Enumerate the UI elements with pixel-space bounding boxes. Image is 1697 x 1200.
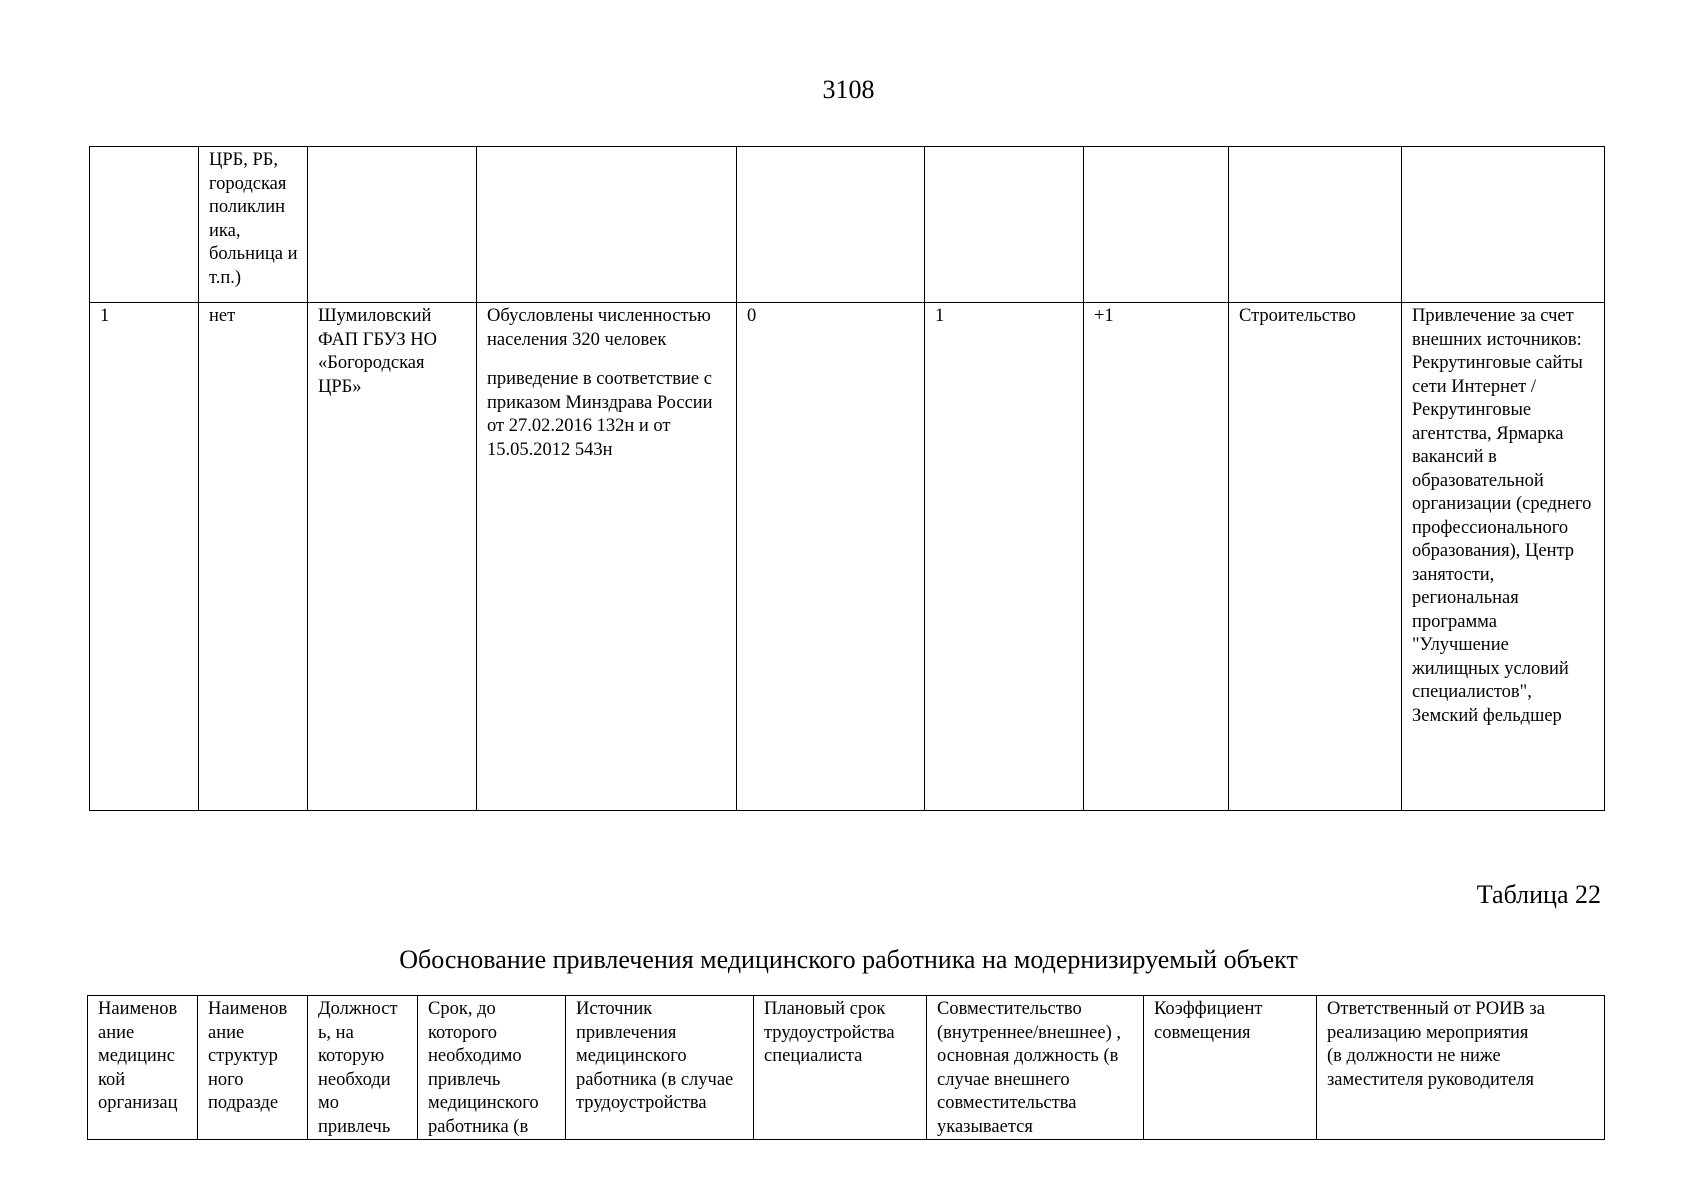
- table-header-cell: Наименов ание структур ного подразде: [198, 996, 308, 1140]
- table-22: [87, 995, 1605, 1140]
- page-number: 3108: [822, 75, 875, 104]
- table-header-cell: Источник привлечения медицинского работника (в случае трудоустройства: [566, 996, 754, 1140]
- continuation-table: [89, 146, 1605, 811]
- table-cell: [308, 147, 477, 303]
- table-number-label: Таблица 22: [1476, 880, 1601, 909]
- table-cell: Шумиловский ФАП ГБУЗ НО «Богородская ЦРБ»: [308, 303, 477, 811]
- table-cell: нет: [199, 303, 308, 811]
- cell-paragraph: Обусловлены численностью населения 320 человек: [487, 306, 711, 350]
- table-cell: [90, 147, 199, 303]
- table-header-row: [88, 996, 1605, 1140]
- table-cell: [1229, 147, 1402, 303]
- table-cell: [737, 147, 925, 303]
- table-header-cell: Коэффициент совмещения: [1144, 996, 1317, 1140]
- table-cell: ЦРБ, РБ, городская поликлин ика, больница и т.п.): [199, 147, 308, 303]
- table-cell: [1402, 147, 1605, 303]
- table-cell: Строительство: [1229, 303, 1402, 811]
- table-header-cell: Совместительство (внутреннее/внешнее) , основная должность (в случае внешнего совместительства указывается: [927, 996, 1144, 1140]
- table-cell: [477, 147, 737, 303]
- table-row: [90, 147, 1605, 303]
- table-cell: 1: [90, 303, 199, 811]
- table-cell: [925, 147, 1084, 303]
- table-header-cell: Наименов ание медицинс кой организац: [88, 996, 198, 1140]
- cell-paragraph: приведение в соответствие с приказом Минздрава России от 27.02.2016 132н и от 15.05.2012 543н: [487, 369, 713, 460]
- table-header-cell: Плановый срок трудоустройства специалиста: [754, 996, 927, 1140]
- table-cell: +1: [1084, 303, 1229, 811]
- table-header-cell: Срок, до которого необходимо привлечь медицинского работника (в: [418, 996, 566, 1140]
- table-cell: 0: [737, 303, 925, 811]
- table-row: [90, 303, 1605, 811]
- table-header-cell: Должност ь, на которую необходи мо привлечь: [308, 996, 418, 1140]
- table-cell: Привлечение за счет внешних источников: Рекрутинговые сайты сети Интернет / Рекрутинговые агентства, Ярмарка вакансий в образовательной организации (среднего профессионального образования), Центр занятости, региональная программа "Улучшение жилищных условий специалистов", Земский фельдшер: [1402, 303, 1605, 811]
- cell-paragraph: Ответственный от РОИВ за реализацию мероприятия: [1327, 999, 1545, 1043]
- table-header-cell: [1317, 996, 1605, 1140]
- table-title: Обоснование привлечения медицинского работника на модернизируемый объект: [399, 945, 1298, 974]
- cell-paragraph: (в должности не ниже заместителя руководителя: [1327, 1046, 1534, 1090]
- table-cell: [1084, 147, 1229, 303]
- table-cell: 1: [925, 303, 1084, 811]
- table-cell: [477, 303, 737, 811]
